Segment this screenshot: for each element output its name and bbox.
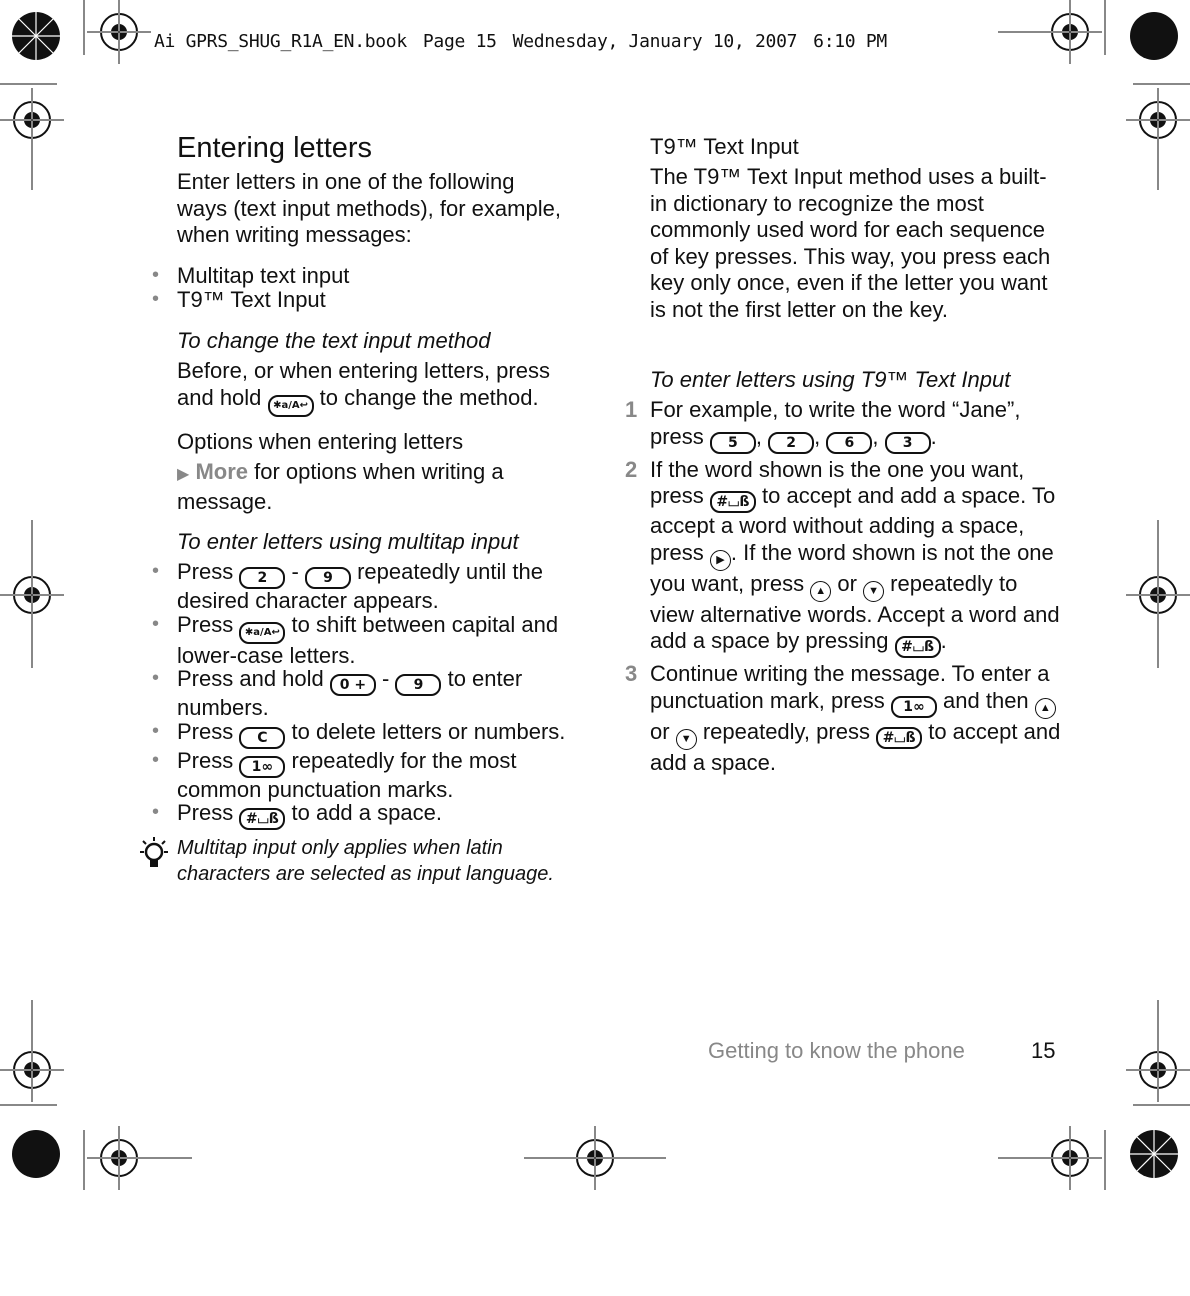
star-key-icon: ✱a/A↩ xyxy=(268,395,314,417)
star-key-icon: ✱a/A↩ xyxy=(239,622,285,644)
text-run: or xyxy=(837,570,857,596)
list-item: • T9™ Text Input xyxy=(150,288,580,312)
text-run: . xyxy=(940,628,947,653)
t9-steps xyxy=(625,397,1065,776)
t9-steps-title: To enter letters using T9™ Text Input xyxy=(650,367,1011,392)
text-run: Press xyxy=(177,747,234,773)
key-2-icon: 2 xyxy=(768,432,814,454)
text-run: to shift between capital and lower-case letters. xyxy=(177,611,559,668)
list-item xyxy=(150,613,590,668)
list-item xyxy=(625,661,1065,776)
multitap-list xyxy=(150,560,590,830)
text-run: repeatedly, press xyxy=(702,718,870,744)
t9-intro: The T9™ Text Input method uses a built-in dictionary to recognize the most commonly used word for each sequence of key presses. This way, you press each key only once, even if the letter you want is not the first letter on the key. xyxy=(650,164,1051,322)
key-5-icon: 5 xyxy=(710,432,756,454)
text-run: and hold xyxy=(177,384,262,410)
text-run: to add a space. xyxy=(291,800,442,825)
text-run: to accept and add a space. To accept a word without adding a space, press xyxy=(650,483,1056,565)
key-1-icon: 1∞ xyxy=(891,696,937,718)
text-run: and then xyxy=(943,687,1029,713)
text-run: Press xyxy=(177,559,234,584)
text-run: Press xyxy=(177,800,234,825)
text-run: If the word shown is the one you want, press xyxy=(650,456,1025,508)
page-number: 15 xyxy=(1031,1038,1056,1063)
step-number: 1 xyxy=(625,397,638,422)
list-item xyxy=(150,720,590,749)
options-title: Options when entering letters xyxy=(177,429,464,454)
hash-key-icon: #⌴ß xyxy=(876,727,922,749)
footer-section: Getting to know the phone xyxy=(708,1038,965,1063)
multitap-title: To enter letters using multitap input xyxy=(177,529,519,554)
key-6-icon: 6 xyxy=(826,432,872,454)
text-run: For example, to write the word “Jane”, press xyxy=(650,397,1021,449)
key-2-icon: 2 xyxy=(239,567,285,589)
text-run: Continue writing the message. To enter a punctuation mark, press xyxy=(650,661,1050,713)
lightbulb-tip-icon xyxy=(136,836,172,872)
text-run: to delete letters or numbers. xyxy=(291,718,566,744)
more-label: More xyxy=(195,459,248,484)
text-run: repeatedly for the most common punctuation marks. xyxy=(177,747,517,802)
text-run: . If the word shown is not the one you want, press xyxy=(650,539,1054,596)
nav-right-icon: ▶ xyxy=(710,550,731,571)
text-run: Press xyxy=(177,718,234,744)
text-run: . xyxy=(930,423,937,449)
text-run: , xyxy=(814,423,821,449)
list-item xyxy=(625,397,1065,454)
list-item xyxy=(150,667,590,720)
text-run: for options when writing a message. xyxy=(177,459,504,514)
key-9-icon: 9 xyxy=(395,674,441,696)
list-item xyxy=(150,749,590,802)
key-1-icon: 1∞ xyxy=(239,756,285,778)
page-heading: Entering letters xyxy=(177,132,373,164)
text-run: to change the method. xyxy=(319,384,539,410)
t9-heading: T9™ Text Input xyxy=(650,134,799,159)
list-item: • Multitap text input xyxy=(150,264,580,288)
key-9-icon: 9 xyxy=(305,567,351,589)
hash-key-icon: #⌴ß xyxy=(895,636,941,658)
slug-filename: Ai GPRS_SHUG_R1A_EN.book xyxy=(154,31,407,52)
list-item xyxy=(150,801,590,830)
slug-time: 6:10 PM xyxy=(813,31,887,52)
step-number: 3 xyxy=(625,661,638,686)
intro-text: Enter letters in one of the following ways (text input methods), for example, when writing messages: xyxy=(177,169,561,247)
change-method-text xyxy=(177,358,597,417)
hash-key-icon: #⌴ß xyxy=(710,491,756,513)
text-run: to enter numbers. xyxy=(177,666,523,720)
slug-date: Wednesday, January 10, 2007 xyxy=(512,31,798,52)
tip-note: Multitap input only applies when latin characters are selected as input language. xyxy=(177,837,554,885)
text-run: to accept and add a space. xyxy=(650,718,1061,775)
text-run: repeatedly to view alternative words. Accept a word and add a space by pressing xyxy=(650,570,1060,653)
methods-list xyxy=(150,264,580,311)
nav-up-icon: ▲ xyxy=(1035,698,1056,719)
step-number: 2 xyxy=(625,456,638,482)
text-run: , xyxy=(872,423,879,449)
text-run: or xyxy=(650,718,670,744)
text-run: - xyxy=(291,559,299,584)
list-item xyxy=(150,560,590,613)
key-3-icon: 3 xyxy=(885,432,931,454)
text-run: repeatedly until the desired character appears. xyxy=(177,559,543,613)
options-text xyxy=(177,459,567,515)
text-run: Press xyxy=(177,611,234,637)
nav-up-icon: ▲ xyxy=(810,581,831,602)
list-item xyxy=(625,457,1065,659)
key-0-icon: 0 + xyxy=(330,674,376,696)
arrow-right-icon: ▶ xyxy=(177,466,190,483)
nav-down-icon: ▼ xyxy=(676,729,697,750)
text-run: Press and hold xyxy=(177,666,324,691)
hash-key-icon: #⌴ß xyxy=(239,808,285,830)
text-run: , xyxy=(755,423,763,449)
nav-down-icon: ▼ xyxy=(863,581,884,602)
change-method-title: To change the text input method xyxy=(177,328,491,353)
key-c-icon: C xyxy=(239,727,285,749)
slug-page: Page 15 xyxy=(422,31,497,52)
text-run: - xyxy=(382,666,390,691)
text-run: Before, or when entering letters, press xyxy=(177,358,550,383)
